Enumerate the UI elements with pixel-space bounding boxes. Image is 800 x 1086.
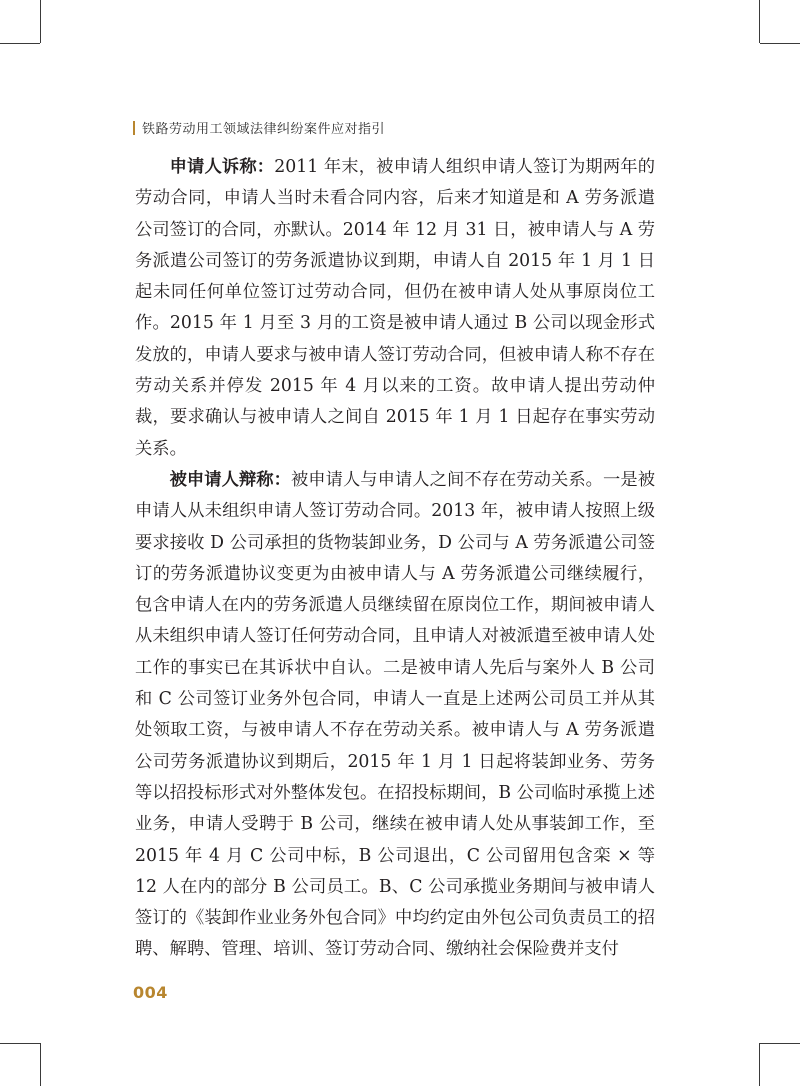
running-head-title: 铁路劳动用工领域法律纠纷案件应对指引 [142,122,386,137]
respondent-defense-text: 被申请人与申请人之间不存在劳动关系。一是被申请人从未组织申请人签订劳动合同。2013 年，被申请人按照上级要求接收 D 公司承担的货物装卸业务，D 公司与 A 劳务派遣公司签订的劳务派遣协议变更为由被申请人与 A 劳务派遣公司继续履行，包含申请人在内的劳务派遣人员继续留在原岗位工作，期间被申请人从未组织申请人签订任何劳动合同，且申请人对被派遣至被申请人处工作的事实已在其诉状中自认。二是被申请人先后与案外人 B 公司和 C 公司签订业务外包合同，申请人一直是上述两公司员工并从其处领取工资，与被申请人不存在劳动关系。被申请人与 A 劳务派遣公司劳务派遣协议到期后，2015 年 1 月 1 日起将装卸业务、劳务等以招投标形式对外整体发包。在招投标期间，B 公司临时承揽上述业务，申请人受聘于 B 公司，继续在被申请人处从事装卸工作，至 2015 年 4 月 C 公司中标，B 公司退出，C 公司留用包含栾 × 等 12 人在内的部分 B 公司员工。B、C 公司承揽业务期间与被申请人签订的《装卸作业业务外包合同》中均约定由外包公司负责员工的招聘、解聘、管理、培训、签订劳动合同、缴纳社会保险费并支付 [135,469,655,960]
crop-mark-bottom-right-v [759,1043,760,1086]
crop-mark-bottom-right-h [760,1043,800,1044]
respondent-defense-lead: 被申请人辩称： [169,469,291,490]
crop-mark-top-right-h [760,43,800,44]
applicant-claim-lead: 申请人诉称： [169,157,275,177]
page-number: 004 [133,983,168,1002]
crop-mark-bottom-left-h [0,1043,40,1044]
body-text [135,152,655,966]
crop-mark-top-right-v [759,0,760,43]
running-head [133,118,385,137]
applicant-claim-text: 2011 年末，被申请人组织申请人签订为期两年的劳动合同，申请人当时未看合同内容，后来才知道是和 A 劳务派遣公司签订的合同，亦默认。2014 年 12 月 31 日，被申请人与 A 劳务派遣公司签订的劳务派遣协议到期，申请人自 2015 年 1 月 1 日起未同任何单位签订过劳动合同，但仍在被申请人处从事原岗位工作。2015 年 1 月至 3 月的工资是被申请人通过 B 公司以现金形式发放的，申请人要求与被申请人签订劳动合同，但被申请人称不存在劳动关系并停发 2015 年 4 月以来的工资。故申请人提出劳动仲裁，要求确认与被申请人之间自 2015 年 1 月 1 日起存在事实劳动关系。 [135,157,655,459]
crop-mark-top-left-h [0,43,40,44]
running-head-accent-bar [133,121,135,135]
paragraph-respondent-defense [135,465,655,966]
crop-mark-top-left-v [40,0,41,43]
paragraph-applicant-claim [135,152,655,465]
crop-mark-bottom-left-v [40,1043,41,1086]
